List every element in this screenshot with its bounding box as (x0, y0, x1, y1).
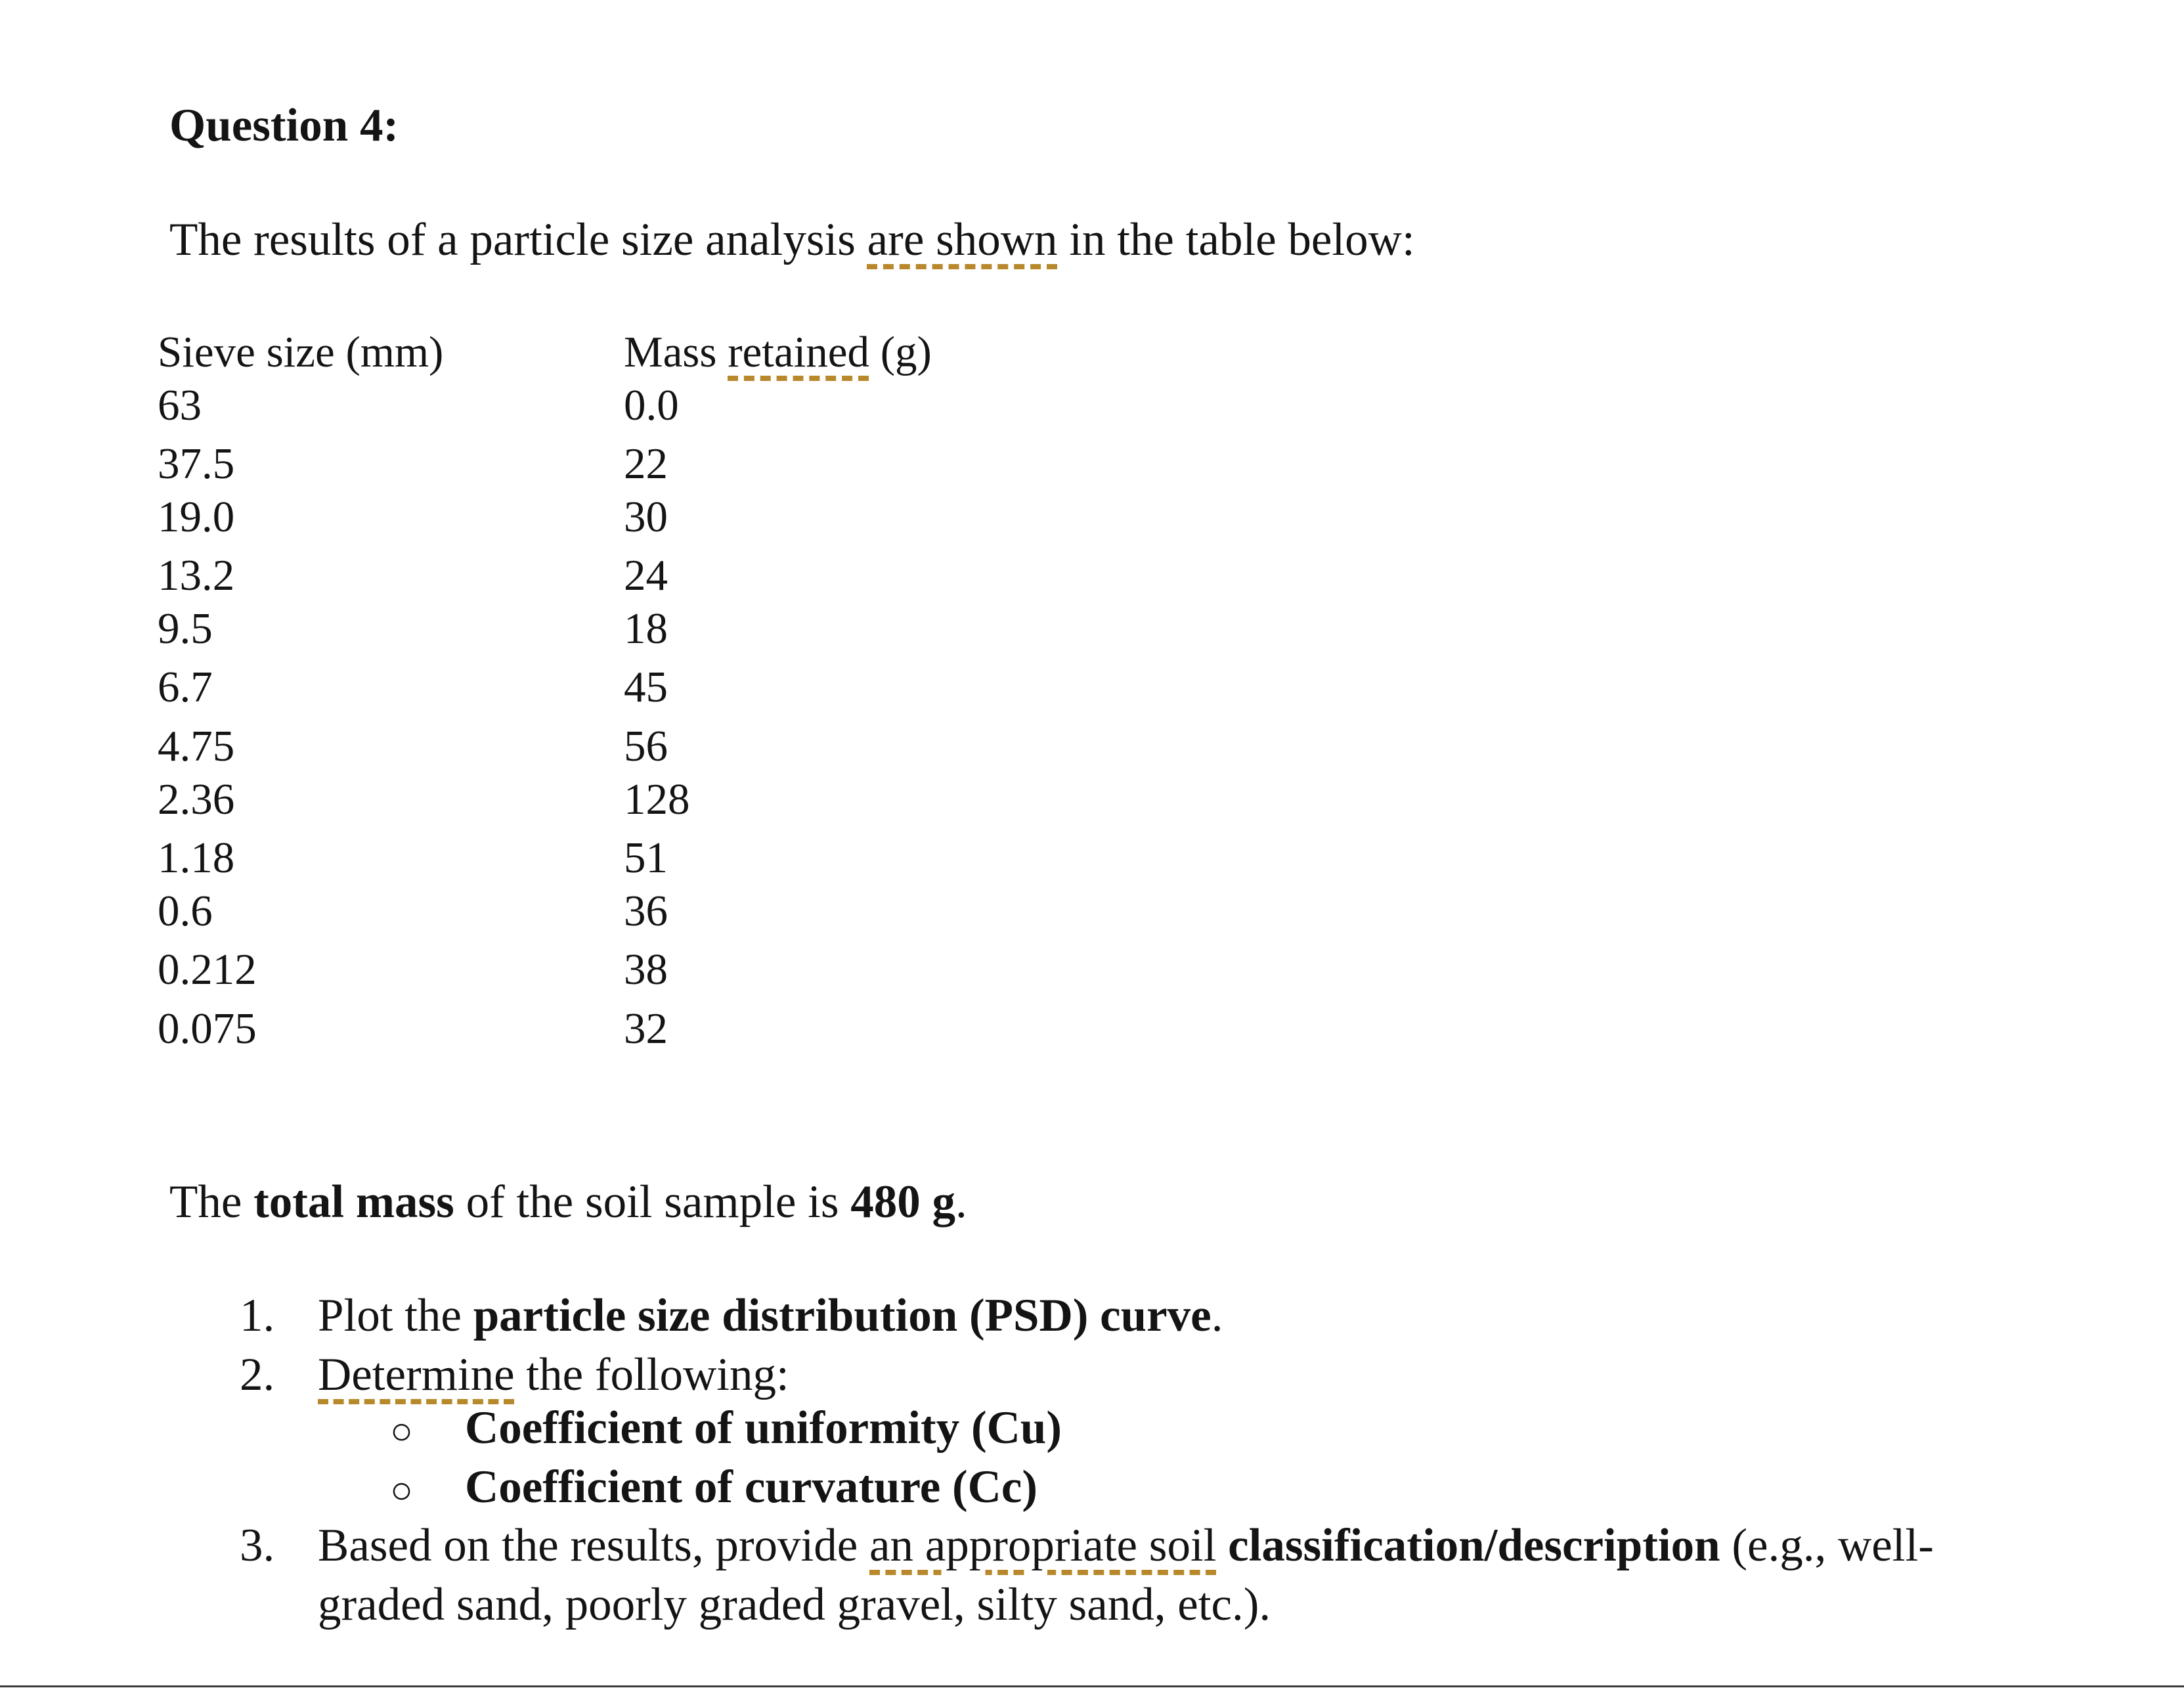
sieve-size-header: Sieve size (mm) (158, 328, 444, 376)
table-row-sieve: 0.212 (158, 945, 257, 994)
task-2-flagged-word: Determine (318, 1349, 515, 1400)
intro-part-a: The results of a particle size analysis (169, 214, 867, 265)
total-mass-value: 480 g (850, 1176, 955, 1228)
total-pre: The (169, 1176, 254, 1228)
task-1-number: 1. (240, 1290, 275, 1341)
task-3-bold: classification/description (1216, 1520, 1720, 1571)
mass-header-flagged-word: retained (728, 328, 869, 376)
intro-text (169, 210, 1415, 269)
question-heading: Question 4: (169, 100, 399, 151)
table-row-sieve: 9.5 (158, 604, 213, 653)
table-row-mass: 24 (624, 551, 668, 600)
total-post: . (955, 1176, 967, 1228)
table-row-mass: 56 (624, 722, 668, 770)
table-row-mass: 51 (624, 834, 668, 882)
task-3-text (318, 1516, 1934, 1575)
table-row-sieve: 6.7 (158, 663, 213, 711)
table-row-mass: 22 (624, 439, 668, 488)
total-mass-label: total mass (253, 1176, 454, 1228)
task-1-bold: particle size distribution (PSD) curve (473, 1290, 1212, 1341)
task-3-flagged-phrase: an appropriate soil (869, 1520, 1217, 1571)
table-row-mass: 18 (624, 604, 668, 653)
intro-part-c: in the table below: (1057, 214, 1415, 265)
table-row-sieve: 63 (158, 381, 202, 430)
table-row-mass: 45 (624, 663, 668, 711)
bottom-divider (0, 1685, 2184, 1687)
table-row-mass: 0.0 (624, 381, 679, 430)
table-row-sieve: 4.75 (158, 722, 235, 770)
task-3-text-line2: graded sand, poorly graded gravel, silty sand, etc.). (318, 1579, 1271, 1630)
mass-header-part-c: (g) (869, 328, 932, 376)
task-2-number: 2. (240, 1349, 275, 1400)
task-3-pre: Based on the results, provide (318, 1520, 870, 1571)
bullet-circle-icon: ○ (390, 1469, 414, 1511)
table-row-mass: 32 (624, 1004, 668, 1053)
task-1-pre: Plot the (318, 1290, 473, 1341)
table-row-mass: 30 (624, 493, 668, 541)
bullet-uniformity: Coefficient of uniformity (Cu) (465, 1402, 1062, 1454)
table-row-sieve: 0.075 (158, 1004, 257, 1053)
table-row-sieve: 19.0 (158, 493, 235, 541)
table-row-mass: 36 (624, 887, 668, 935)
table-row-sieve: 1.18 (158, 834, 235, 882)
intro-grammar-flag: are shown (867, 214, 1058, 265)
task-1-text (318, 1286, 1223, 1345)
task-3-post: (e.g., well- (1720, 1520, 1934, 1571)
task-2-post: the following: (514, 1349, 789, 1400)
mass-header-part-a: Mass (624, 328, 728, 376)
table-row-mass: 128 (624, 775, 690, 824)
table-row-sieve: 37.5 (158, 439, 235, 488)
task-3-number: 3. (240, 1520, 275, 1571)
task-1-post: . (1211, 1290, 1223, 1341)
mass-retained-header (624, 324, 932, 380)
bullet-curvature: Coefficient of curvature (Cc) (465, 1461, 1038, 1513)
total-mass-text (169, 1172, 967, 1232)
table-row-sieve: 13.2 (158, 551, 235, 600)
table-row-sieve: 2.36 (158, 775, 235, 824)
total-mid: of the soil sample is (454, 1176, 851, 1228)
table-row-mass: 38 (624, 945, 668, 994)
table-row-sieve: 0.6 (158, 887, 213, 935)
task-2-text (318, 1345, 789, 1404)
bullet-circle-icon: ○ (390, 1410, 414, 1452)
